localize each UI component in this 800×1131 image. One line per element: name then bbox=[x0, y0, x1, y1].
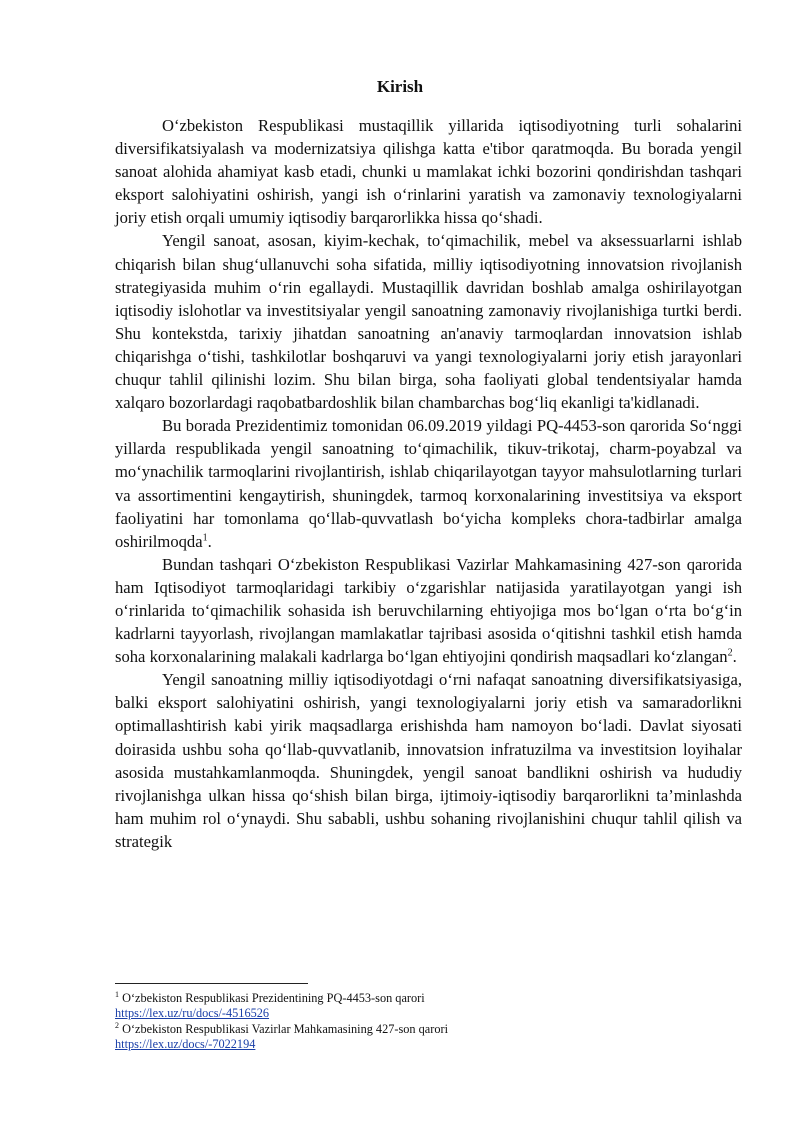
footnote-link-row bbox=[115, 1006, 742, 1021]
footnotes bbox=[115, 991, 742, 1053]
paragraph bbox=[115, 553, 742, 668]
footnote-text: O‘zbekiston Respublikasi Prezidentining PQ-4453-son qarori bbox=[122, 991, 425, 1005]
footnote-reference[interactable]: 2 bbox=[727, 647, 733, 659]
footnote-separator bbox=[115, 983, 308, 984]
paragraph-text: Bundan tashqari O‘zbekiston Respublikasi Vazirlar Mahkamasining 427-son qarorida ham Iqtisodiyot tarmoqlaridagi tarkibiy o‘zgarishlar natijasida yaratilayotgan yangi ish o‘rinlarida to‘qimachilik sohasida ish beruvchilarning ehtiyojiga mos bo‘lgan o‘rta bo‘g‘in kadrlarni tayyorlash, rivojlangan mamlakatlar tajribasi asosida o‘qitishni tashkil etish hamda soha korxonalarining malakali kadrlarga bo‘lgan ehtiyojini qondirish maqsadlari ko‘zlangan bbox=[115, 554, 742, 667]
paragraph bbox=[115, 229, 742, 414]
footnote-link[interactable]: https://lex.uz/docs/-7022194 bbox=[115, 1037, 256, 1052]
footnote-mark: 1 bbox=[115, 989, 119, 999]
paragraph bbox=[115, 414, 742, 553]
paragraph-tail: . bbox=[207, 531, 212, 551]
body-text bbox=[115, 114, 742, 853]
footnote-link[interactable]: https://lex.uz/ru/docs/-4516526 bbox=[115, 1006, 270, 1021]
footnote-reference[interactable]: 1 bbox=[202, 532, 208, 544]
paragraph-tail: . bbox=[732, 647, 737, 667]
footnote-text: O‘zbekiston Respublikasi Vazirlar Mahkamasining 427-son qarori bbox=[122, 1021, 448, 1036]
paragraph-text: Bu borada Prezidentimiz tomonidan 06.09.2019 yildagi PQ-4453-son qarorida So‘nggi yillarda respublikada yengil sanoatning to‘qimachilik, tikuv-trikotaj, charm-poyabzal va mo‘ynachilik tarmoqlarini rivojlantirish, ishlab chiqarilayotgan tayyor mahsulotlarning turlari va assortimentini kengaytirish, shuningdek, tarmoq korxonalarining investitsiya va eksport faoliyatini har tomonlama qo‘llab-quvvatlash bo‘yicha kompleks chora-tadbirlar amalga oshirilmoqda bbox=[115, 416, 742, 551]
paragraph-text: Yengil sanoat, asosan, kiyim-kechak, to‘qimachilik, mebel va aksessuarlarni ishlab chiqarish bilan shug‘ullanuvchi soha sifatida, milliy iqtisodiyotning innovatsion rivojlanish strategiyasida muhim o‘rin egallaydi. Mustaqillik davridan boshlab amalga oshirilayotgan iqtisodiy islohotlar va investitsiyalar yengil sanoatning zamonaviy rivojlanishiga turtki berdi. Shu kontekstda, tarixiy jihatdan sanoatning an'anaviy tarmoqlardan innovatsion ishlab chiqarishga o‘tishi, tashkilotlar boshqaruvi va yangi texnologiyalarni joriy etish jarayonlari chuqur tahlil qilinishi lozim. Shu bilan birga, soha faoliyati global tendentsiyalar hamda xalqaro bozorlardagi raqobatbardoshlik bilan chambarchas bog‘liq ekanligi ta'kidlanadi. bbox=[115, 231, 742, 413]
paragraph-text: O‘zbekiston Respublikasi mustaqillik yillarida iqtisodiyotning turli sohalarini diversifikatsiyalash va modernizatsiya qilishga katta e'tibor qaratmoqda. Bu borada yengil sanoat alohida ahamiyat kasb etadi, chunki u mamlakat ichki bozorini qondirishdan tashqari eksport salohiyatini oshirish, yangi ish o‘rinlarini yaratish va zamonaviy texnologiyalarni joriy etish orqali umumiy iqtisodiy barqarorlikka hissa qo‘shadi. bbox=[115, 116, 742, 228]
footnote-mark: 2 bbox=[115, 1020, 119, 1030]
paragraph bbox=[115, 114, 742, 229]
paragraph-text: Yengil sanoatning milliy iqtisodiyotdagi o‘rni nafaqat sanoatning diversifikatsiyasiga, balki eksport salohiyatini oshirish, yangi texnologiyalarni joriy etish va samaradorlikni optimallashtirish kabi yirik maqsadlarga erishishda ham namoyon bo‘ladi. Davlat siyosati doirasida ushbu soha qo‘llab-quvvatlanib, innovatsion infratuzilma va investitsion loyihalar asosida mustahkamlanmoqda. Shuningdek, yengil sanoat bandlikni oshirish va hududiy rivojlanishga ulkan hissa qo‘shish bilan birga, ijtimoiy-iqtisodiy barqarorlikni ta’minlashda ham muhim rol o‘ynaydi. Shu sababli, ushbu sohaning rivojlanishini chuqur tahlil qilish va strategik bbox=[115, 670, 742, 851]
footnote bbox=[115, 991, 742, 1006]
paragraph bbox=[115, 668, 742, 853]
page-title: Kirish bbox=[376, 77, 424, 96]
footnote-link-row bbox=[115, 1037, 742, 1052]
footnote bbox=[115, 1022, 742, 1037]
